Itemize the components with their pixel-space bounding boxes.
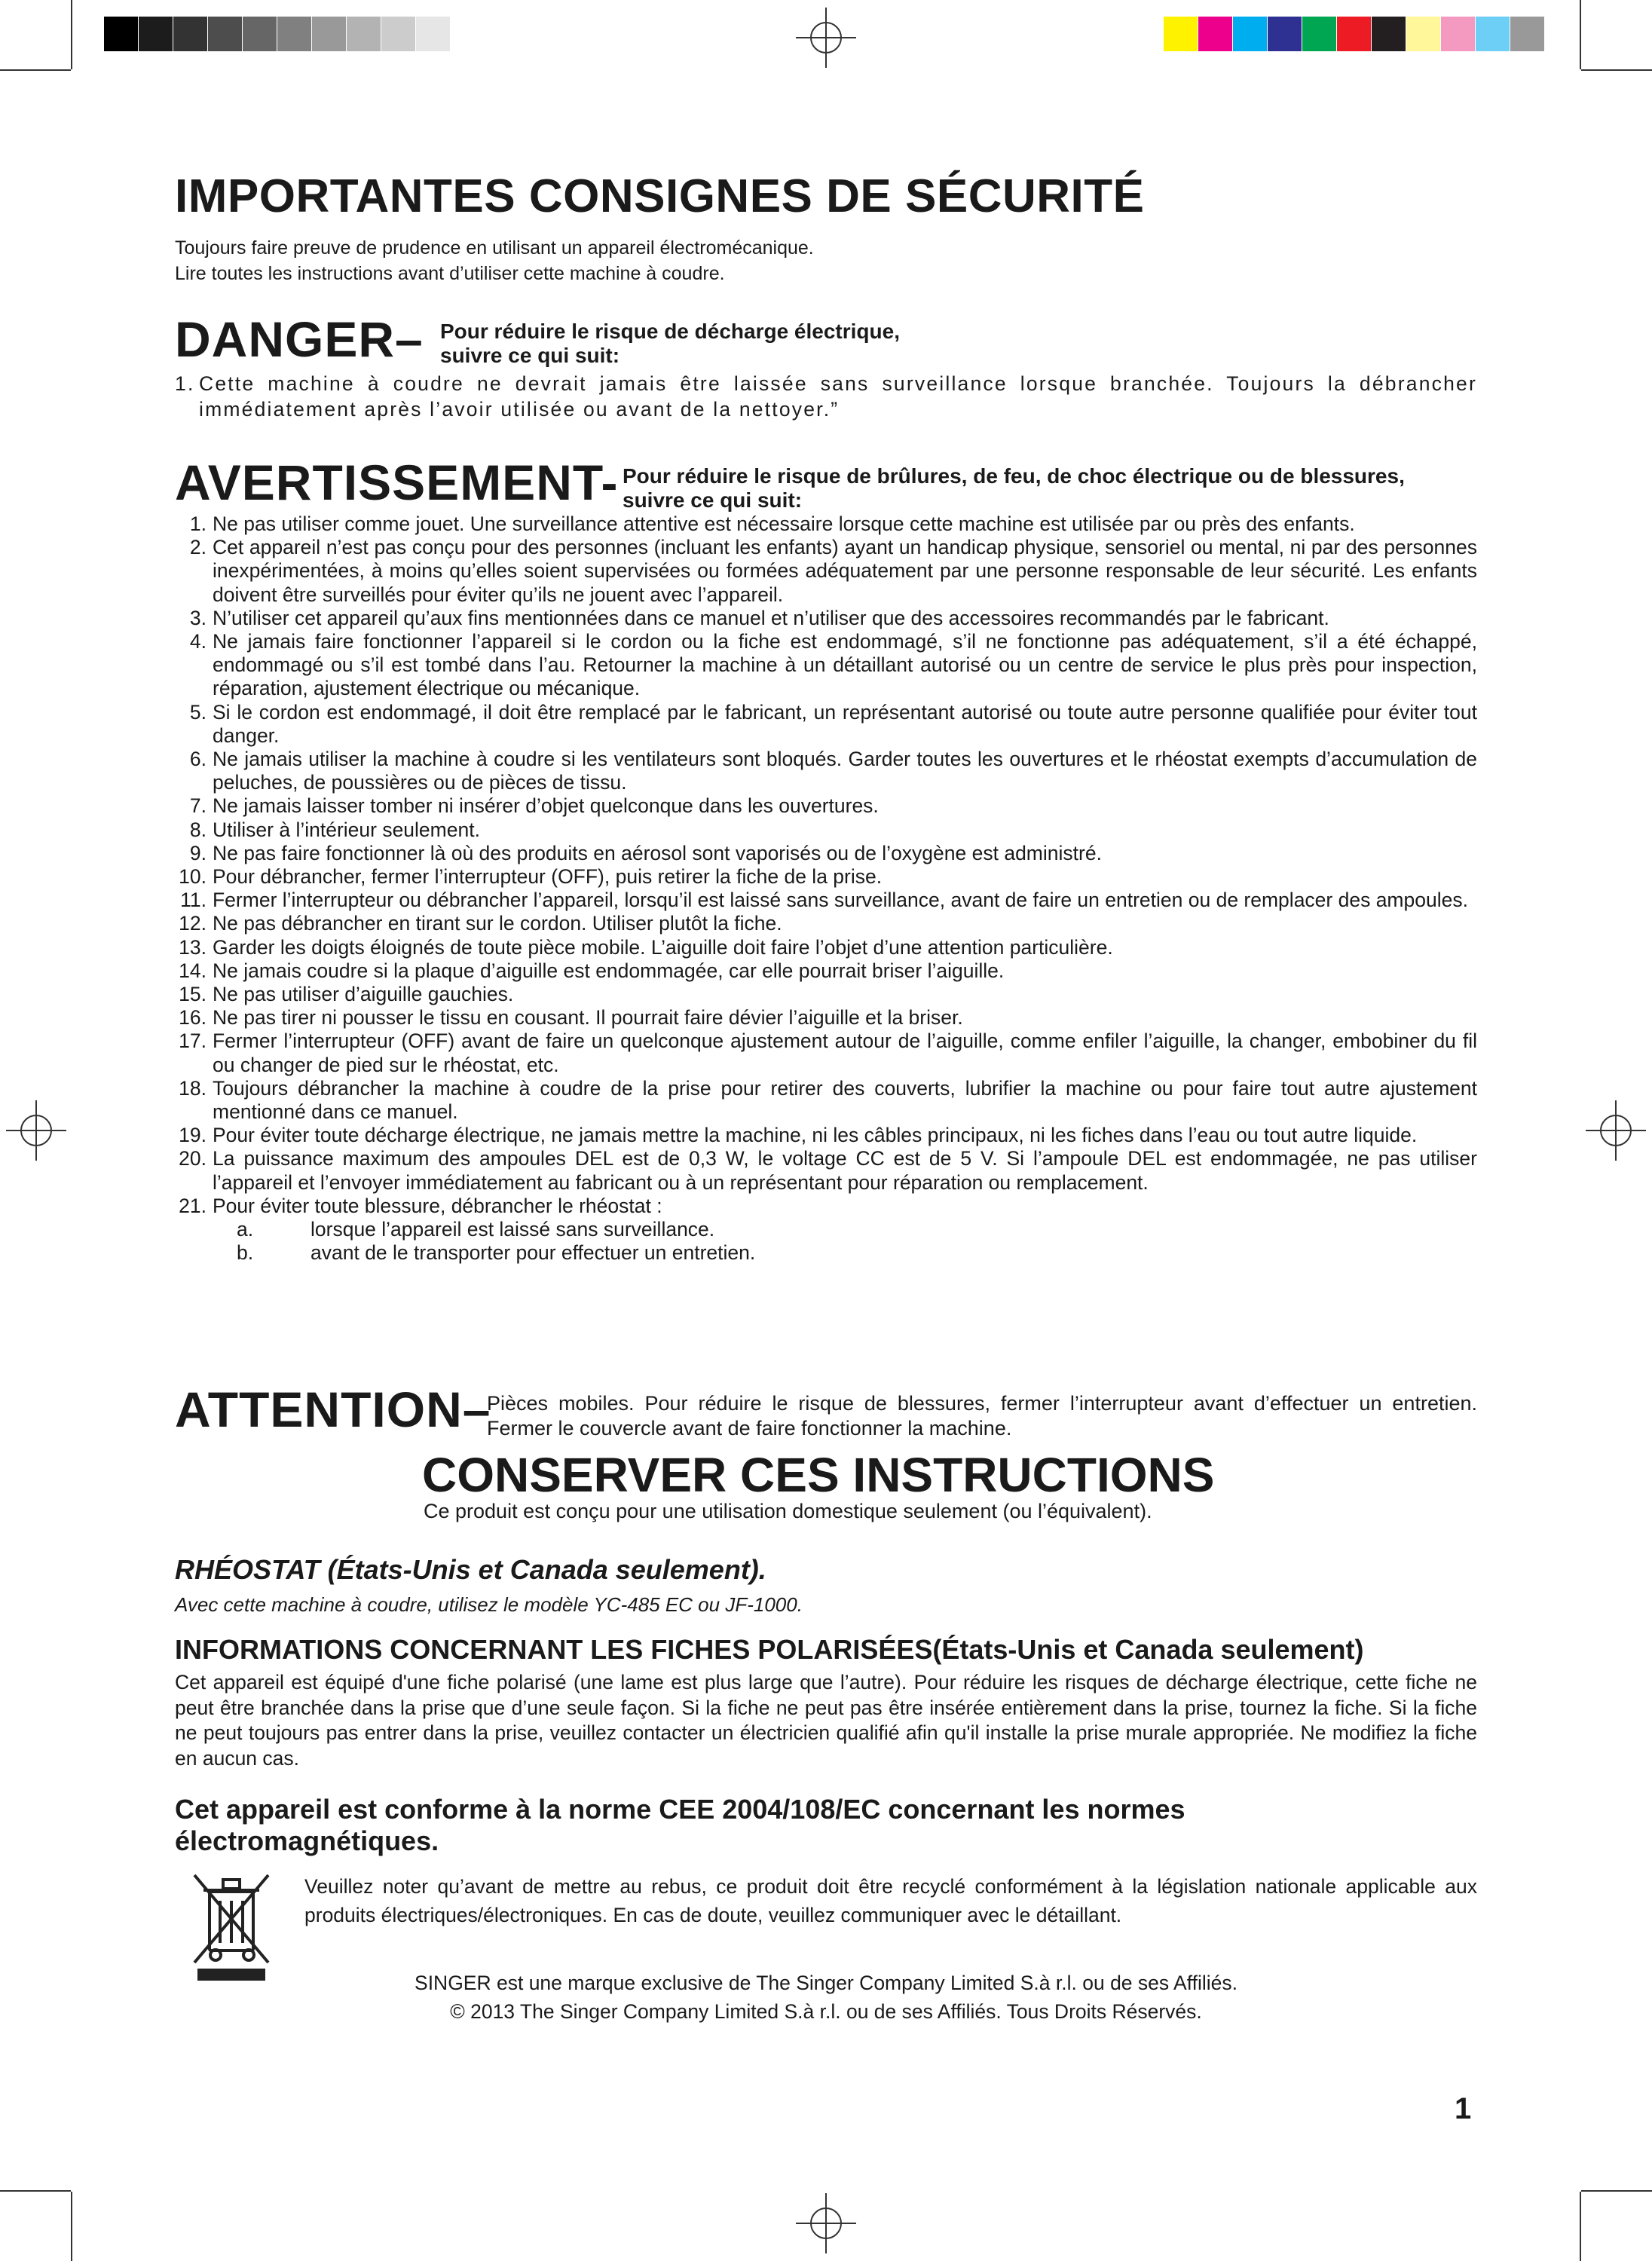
warning-note	[623, 464, 1405, 512]
color-swatch	[312, 17, 347, 51]
registration-mark-icon	[1586, 1100, 1646, 1161]
warning-item	[175, 512, 1477, 536]
crossed-out-wheelie-bin-icon	[190, 1869, 273, 1982]
registration-mark-icon	[6, 1100, 66, 1161]
attention-heading	[175, 1381, 491, 1438]
warning-item	[175, 1147, 1477, 1194]
cee-heading-line: Cet appareil est conforme à la norme CEE 2004/108/EC concernant les normes	[175, 1794, 1185, 1825]
footer	[175, 1969, 1477, 2026]
crop-mark	[0, 2190, 71, 2192]
danger-dash: –	[395, 311, 424, 367]
color-swatch	[243, 17, 277, 51]
grayscale-color-bar	[104, 17, 485, 51]
warning-list	[175, 512, 1477, 1218]
warning-item-text: Ne pas utiliser d’aiguille gauchies.	[213, 983, 514, 1006]
color-swatch	[139, 17, 173, 51]
warning-item-text: Ne jamais utiliser la machine à coudre si les ventilateurs sont bloqués. Garder toutes les ouvertures et le rhéostat exempts d’accumulation de peluches, de poussières ou de pièces de tissu.	[213, 748, 1477, 794]
warning-item-number: 17.	[179, 1030, 206, 1053]
color-swatch	[1233, 17, 1268, 51]
warning-item-number: 11.	[180, 889, 206, 912]
crop-mark	[1581, 69, 1652, 71]
warning-item	[175, 748, 1477, 794]
subitem-letter: b.	[237, 1241, 254, 1265]
warning-item	[175, 607, 1477, 630]
color-swatch	[1476, 17, 1510, 51]
warning-note-line: suivre ce qui suit:	[623, 488, 803, 512]
polarized-text: Cet appareil est équipé d'une fiche polarisé (une lame est plus large que l’autre). Pour réduire les risques de décharge électrique, cette fiche ne peut être branchée dans la prise que d’une seule façon. Si la fiche ne peut pas être insérée entièrement dans la prise, tournez la fiche. Si la fiche ne peut toujours pas entrer dans la prise, veuillez contacter un électricien qualifié afin qu'il installe la prise murale appropriée. Ne modifiez la fiche en aucun cas.	[175, 1671, 1477, 1770]
process-color-bar	[1164, 17, 1545, 51]
color-swatch	[381, 17, 416, 51]
color-swatch	[1372, 17, 1406, 51]
cee-heading	[175, 1794, 1185, 1857]
warning-item-number: 16.	[179, 1006, 206, 1030]
warning-item	[175, 936, 1477, 959]
warning-item-text: Ne pas faire fonctionner là où des produits en aérosol sont vaporisés ou de l’oxygène est administré.	[213, 841, 1102, 864]
warning-item-number: 15.	[179, 983, 206, 1006]
polarized-heading: INFORMATIONS CONCERNANT LES FICHES POLARISÉES(États-Unis et Canada seulement)	[175, 1634, 1364, 1665]
subitem-text: avant de le transporter pour effectuer un entretien.	[311, 1241, 756, 1265]
warning-item	[175, 630, 1477, 701]
warning-item-text: Ne pas tirer ni pousser le tissu en cousant. Il pourrait faire dévier l’aiguille et la briser.	[213, 1006, 963, 1030]
warning-item-number: 6.	[189, 748, 206, 771]
rheostat-heading: RHÉOSTAT (États-Unis et Canada seulement).	[175, 1554, 766, 1585]
subitem-text: lorsque l’appareil est laissé sans surveillance.	[311, 1218, 715, 1241]
warning-item	[175, 889, 1477, 912]
warning-item-text: La puissance maximum des ampoules DEL est de 0,3 W, le voltage CC est de 5 V. Si l’ampoule DEL est endommagée, ne pas utiliser l’appareil et l’envoyer immédiatement au fabricant ou à un représentant pour réparation ou remplacement.	[213, 1147, 1477, 1194]
warning-item-text: Cet appareil n’est pas conçu pour des personnes (incluant les enfants) ayant un handicap physique, sensoriel ou mental, ni par des personnes inexpérimentées, à moins qu’elles soient supervisées ou formées adéquatement par une personne responsable de leur sécurité. Les enfants doivent être surveillés pour éviter qu’ils ne jouent avec l’appareil.	[213, 536, 1477, 606]
color-swatch	[208, 17, 243, 51]
warning-item-number: 21.	[179, 1194, 206, 1217]
page-number: 1	[1455, 2092, 1472, 2125]
danger-item-text: Cette machine à coudre ne devrait jamais être laissée sans surveillance lorsque branchée. Toujours la débrancher immédiatement après l’avoir utilisée ou avant de la nettoyer.”	[199, 372, 1477, 421]
warning-subitem	[175, 1218, 1477, 1241]
color-swatch	[1406, 17, 1441, 51]
danger-item	[175, 371, 1477, 422]
color-swatch	[173, 17, 208, 51]
registration-mark-icon	[796, 8, 856, 68]
intro-text	[175, 235, 814, 286]
warning-item-number: 9.	[189, 841, 206, 864]
danger-note-line: Pour réduire le risque de décharge électrique,	[440, 320, 900, 343]
warning-item	[175, 959, 1477, 983]
footer-line: © 2013 The Singer Company Limited S.à r.l. ou de ses Affiliés. Tous Droits Réservés.	[450, 2000, 1202, 2023]
subitem-letter: a.	[237, 1218, 254, 1241]
warning-item-number: 7.	[189, 794, 206, 818]
warning-item-text: Ne pas débrancher en tirant sur le cordon. Utiliser plutôt la fiche.	[213, 912, 782, 935]
color-swatch	[277, 17, 312, 51]
warning-item-number: 10.	[179, 865, 206, 889]
warning-item	[175, 1030, 1477, 1076]
warning-item-number: 14.	[179, 959, 206, 982]
warning-item	[175, 818, 1477, 842]
color-swatch	[416, 17, 451, 51]
warning-item-text: Ne pas utiliser comme jouet. Une surveillance attentive est nécessaire lorsque cette machine est utilisée par ou près des enfants.	[213, 512, 1355, 535]
warning-item-number: 4.	[189, 630, 206, 653]
warning-item	[175, 794, 1477, 818]
color-swatch	[347, 17, 381, 51]
warning-item-text: Pour débrancher, fermer l’interrupteur (OFF), puis retirer la fiche de la prise.	[213, 865, 883, 889]
color-swatch	[1441, 17, 1476, 51]
registration-mark-icon	[796, 2193, 856, 2253]
crop-mark	[1581, 2190, 1652, 2192]
color-swatch	[451, 17, 485, 51]
warning-item-number: 3.	[189, 606, 206, 629]
warning-item-text: Si le cordon est endommagé, il doit être remplacé par le fabricant, un représentant autorisé ou toute autre personne qualifiée pour éviter tout danger.	[213, 700, 1477, 747]
conserve-subtitle: Ce produit est conçu pour une utilisation domestique seulement (ou l’équivalent).	[424, 1500, 1152, 1522]
color-swatch	[1337, 17, 1372, 51]
danger-item-number: 1.	[175, 372, 195, 395]
attention-text: Pièces mobiles. Pour réduire le risque de blessures, fermer l’interrupteur avant d’effectuer un entretien. Fermer le couvercle avant de faire fonctionner la machine.	[487, 1392, 1477, 1440]
warning-item	[175, 1124, 1477, 1147]
warning-item-number: 18.	[179, 1076, 206, 1100]
footer-line: SINGER est une marque exclusive de The Singer Company Limited S.à r.l. ou de ses Affiliés.	[415, 1972, 1237, 1994]
warning-item-number: 1.	[189, 512, 206, 535]
warning-item	[175, 536, 1477, 607]
crop-mark	[1580, 0, 1581, 69]
color-swatch	[104, 17, 139, 51]
crop-mark	[71, 2192, 72, 2261]
warning-item-text: Fermer l’interrupteur ou débrancher l’appareil, lorsqu’il est laissé sans surveillance, avant de faire un entretien ou de remplacer des ampoules.	[213, 889, 1468, 912]
warning-item-text: Garder les doigts éloignés de toute pièce mobile. L’aiguille doit faire l’objet d’une attention particulière.	[213, 935, 1113, 959]
attention-dash: –	[462, 1381, 491, 1437]
warning-item-text: Ne jamais faire fonctionner l’appareil si le cordon ou la fiche est endommagé, s’il ne fonctionne pas adéquatement, s’il a été échappé, endommagé ou s’il est tombé dans l’au. Retourner la machine à un détaillant autorisé ou un centre de service le plus près pour inspection, réparation, ajustement électrique ou mécanique.	[213, 630, 1477, 700]
warning-item-text: Utiliser à l’intérieur seulement.	[213, 818, 480, 841]
color-swatch	[1268, 17, 1302, 51]
intro-line: Lire toutes les instructions avant d’utiliser cette machine à coudre.	[175, 263, 725, 284]
warning-item-number: 20.	[179, 1147, 206, 1170]
warning-item	[175, 1077, 1477, 1124]
warning-item-number: 12.	[179, 912, 206, 935]
danger-note	[440, 320, 900, 368]
warning-item-text: Ne jamais coudre si la plaque d’aiguille est endommagée, car elle pourrait briser l’aiguille.	[213, 959, 1005, 982]
warning-item	[175, 1195, 1477, 1218]
cee-heading-line: électromagnétiques.	[175, 1825, 439, 1856]
color-swatch	[1302, 17, 1337, 51]
warning-item-number: 5.	[189, 700, 206, 724]
color-swatch	[1198, 17, 1233, 51]
crop-mark	[0, 69, 71, 71]
warning-note-line: Pour réduire le risque de brûlures, de feu, de choc électrique ou de blessures,	[623, 464, 1405, 488]
warning-item-text: Fermer l’interrupteur (OFF) avant de faire un quelconque ajustement autour de l’aiguille, comme enfiler l’aiguille, la changer, embobiner du fil ou changer de pied sur le rhéostat, etc.	[213, 1030, 1477, 1076]
warning-item	[175, 842, 1477, 865]
danger-heading	[175, 311, 424, 368]
recycle-text: Veuillez noter qu’avant de mettre au rebus, ce produit doit être recyclé conformément à la législation nationale applicable aux produits électriques/électroniques. En cas de doute, veuillez communiquer avec le détaillant.	[304, 1875, 1477, 1926]
attention-label: ATTENTION	[175, 1381, 463, 1437]
warning-item-number: 13.	[179, 935, 206, 959]
danger-note-line: suivre ce qui suit:	[440, 344, 620, 367]
warning-subitem	[175, 1241, 1477, 1265]
warning-item	[175, 865, 1477, 889]
warning-item	[175, 983, 1477, 1006]
danger-label: DANGER	[175, 311, 396, 367]
rheostat-text: Avec cette machine à coudre, utilisez le modèle YC-485 EC ou JF-1000.	[175, 1593, 803, 1616]
color-swatch	[1510, 17, 1545, 51]
page-title: IMPORTANTES CONSIGNES DE SÉCURITÉ	[175, 170, 1145, 222]
warning-item-text: Pour éviter toute blessure, débrancher le rhéostat :	[213, 1194, 662, 1217]
warning-item-number: 19.	[179, 1124, 206, 1147]
warning-list-container	[175, 512, 1477, 1265]
warning-heading: AVERTISSEMENT-	[175, 454, 619, 510]
warning-item-text: N’utiliser cet appareil qu’aux fins mentionnées dans ce manuel et n’utiliser que des accessoires recommandés par le fabricant.	[213, 606, 1329, 629]
warning-item	[175, 701, 1477, 748]
color-swatch	[1164, 17, 1198, 51]
warning-item-number: 8.	[189, 818, 206, 841]
crop-mark	[1580, 2192, 1581, 2261]
warning-item	[175, 1006, 1477, 1030]
crop-mark	[71, 0, 72, 69]
warning-item-text: Ne jamais laisser tomber ni insérer d’objet quelconque dans les ouvertures.	[213, 794, 879, 818]
warning-item-number: 2.	[189, 536, 206, 559]
warning-item-text: Pour éviter toute décharge électrique, ne jamais mettre la machine, ni les câbles principaux, ni les fiches dans l’eau ou tout autre liquide.	[213, 1124, 1418, 1147]
warning-item	[175, 912, 1477, 935]
conserve-title: CONSERVER CES INSTRUCTIONS	[422, 1448, 1215, 1502]
intro-line: Toujours faire preuve de prudence en utilisant un appareil électromécanique.	[175, 237, 814, 259]
warning-item-text: Toujours débrancher la machine à coudre de la prise pour retirer des couverts, lubrifier la machine ou pour faire tout autre ajustement mentionné dans ce manuel.	[213, 1076, 1477, 1124]
